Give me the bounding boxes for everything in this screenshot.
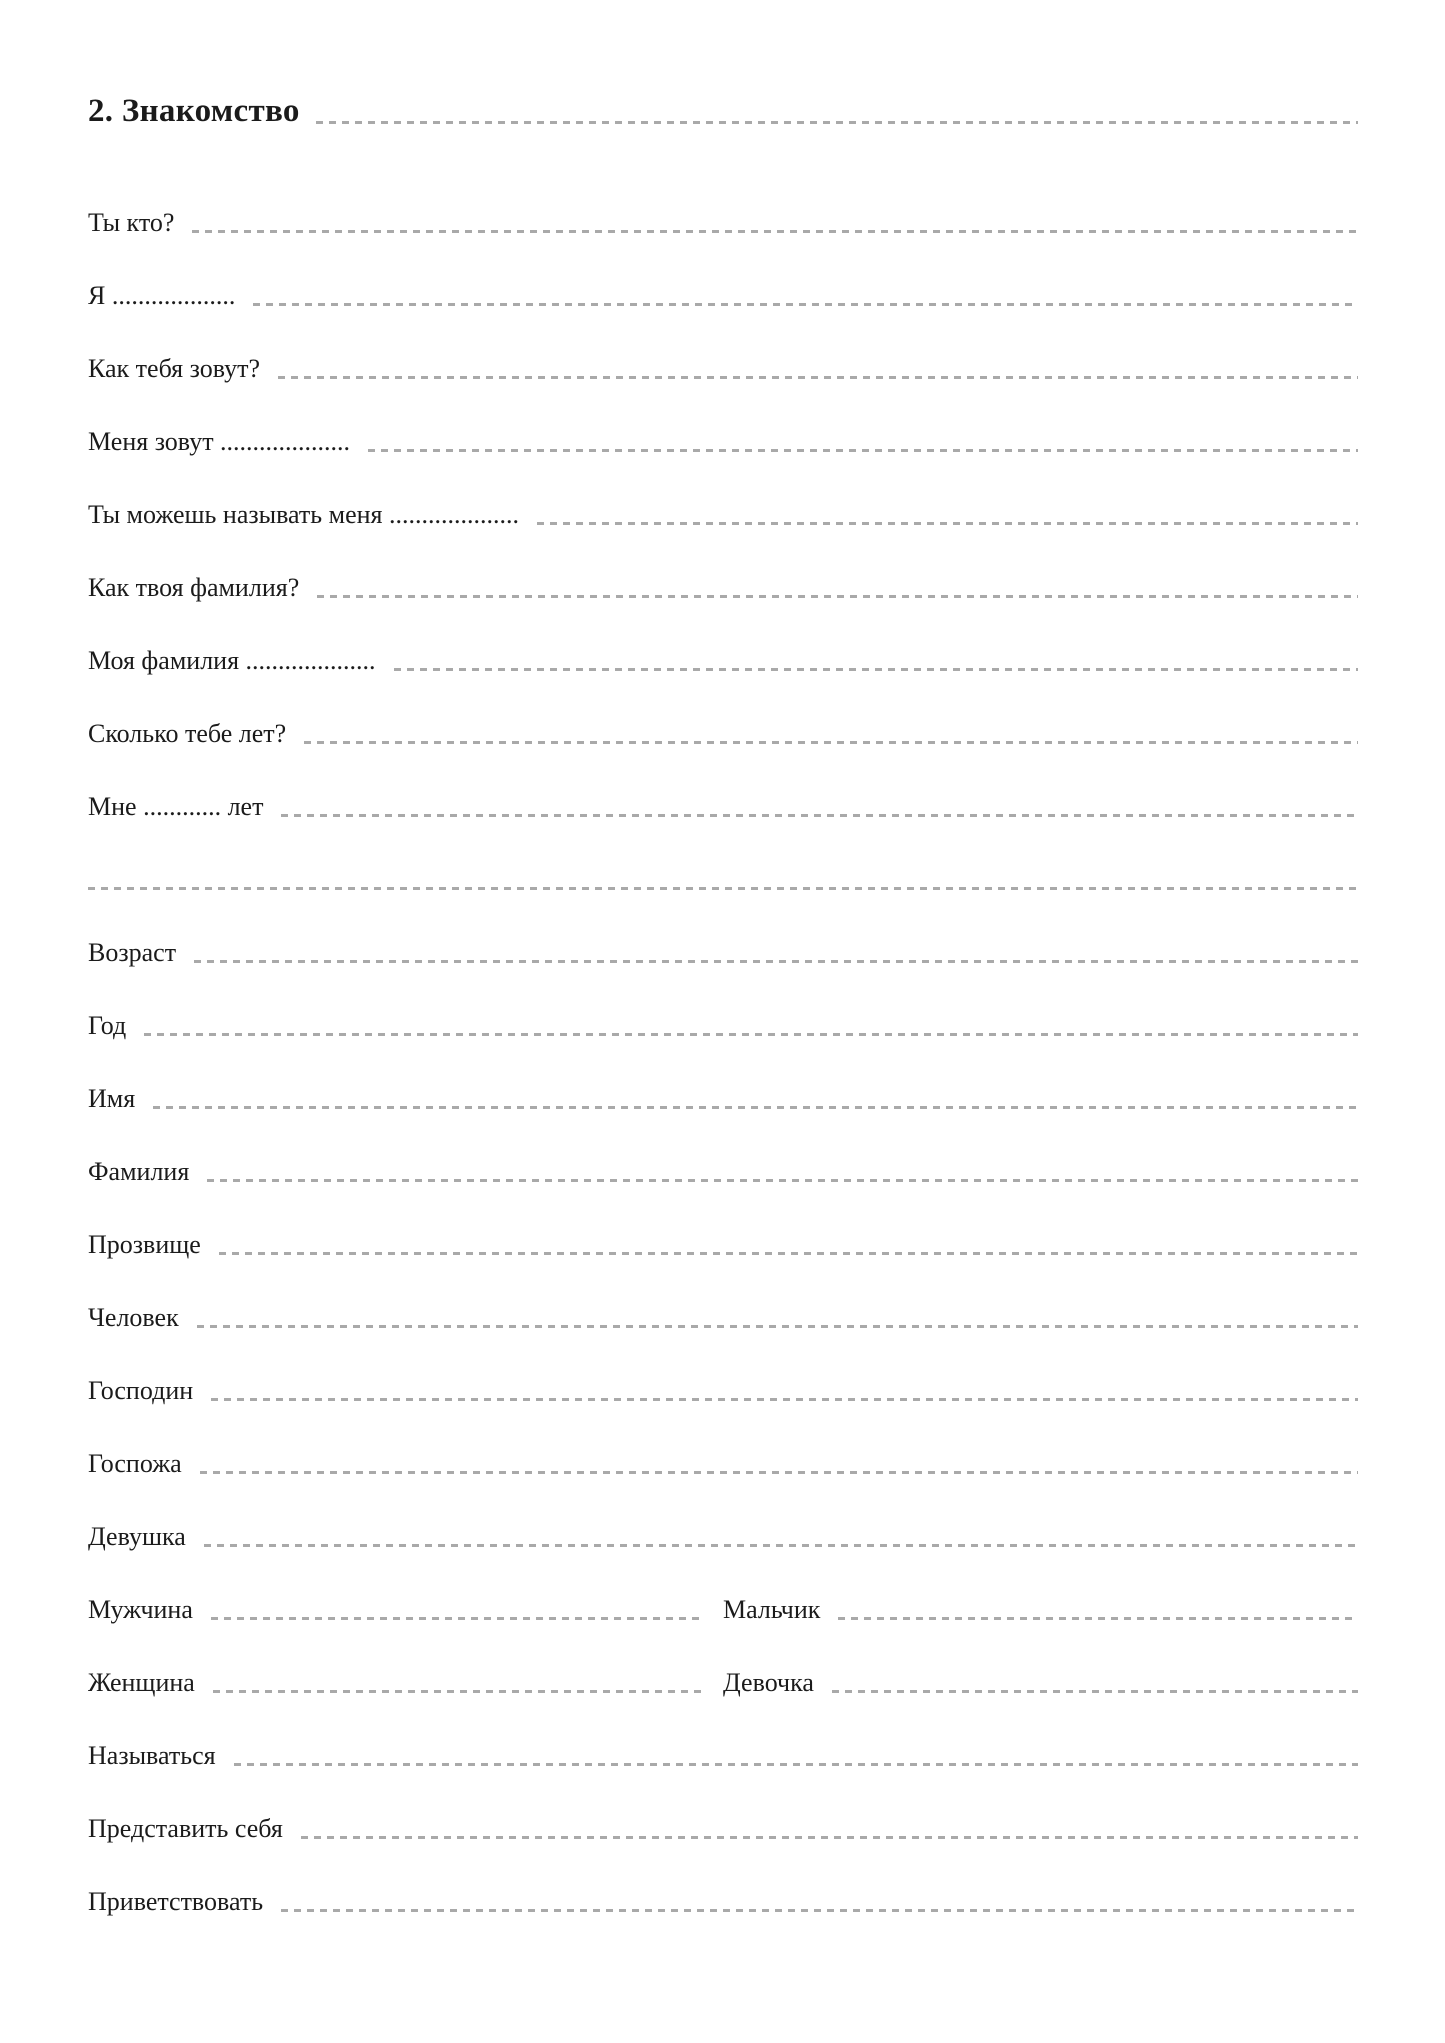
answer-line [537, 522, 1358, 525]
answer-line [204, 1544, 1358, 1547]
answer-line [219, 1252, 1358, 1255]
vocab-row [88, 1480, 1358, 1553]
row-label: Я ................... [88, 280, 236, 310]
answer-line [153, 1106, 1358, 1109]
answer-line [394, 668, 1358, 671]
answer-line [211, 1617, 702, 1620]
section-header [88, 92, 1358, 132]
answer-line [197, 1325, 1358, 1328]
row-label: Мне ............ лет [88, 791, 264, 821]
answer-line [200, 1471, 1358, 1474]
answer-line [194, 960, 1358, 963]
vocab-row [88, 1845, 1358, 1918]
left-column-entry [88, 1594, 702, 1626]
row-label: Ты кто? [88, 207, 175, 237]
left-column-entry [88, 1667, 702, 1699]
row-label: Возраст [88, 937, 177, 967]
vocab-row [88, 604, 1358, 677]
answer-line [838, 1617, 1358, 1620]
answer-line [281, 1909, 1358, 1912]
row-label: Господин [88, 1375, 194, 1405]
answer-line [192, 230, 1358, 233]
vocab-row [88, 239, 1358, 312]
vocab-row [88, 166, 1358, 239]
vocab-row [88, 385, 1358, 458]
vocab-row [88, 969, 1358, 1042]
answer-line [281, 814, 1358, 817]
row-label: Мальчик [723, 1594, 821, 1624]
vocab-row [88, 1334, 1358, 1407]
answer-line [368, 449, 1358, 452]
answer-line [832, 1690, 1358, 1693]
vocab-row [88, 1042, 1358, 1115]
row-label: Прозвище [88, 1229, 201, 1259]
vocab-row [88, 677, 1358, 750]
row-label: Меня зовут .................... [88, 426, 351, 456]
vocab-row [88, 312, 1358, 385]
separator-dotted-line [88, 887, 1358, 890]
row-label: Девочка [723, 1667, 814, 1697]
vocab-row-double [88, 1553, 1358, 1626]
row-label: Называться [88, 1740, 216, 1770]
right-column-entry [723, 1594, 1358, 1626]
vocab-rows [88, 166, 1358, 1918]
answer-line [253, 303, 1358, 306]
vocab-row [88, 531, 1358, 604]
right-column-entry [723, 1667, 1358, 1699]
vocab-row [88, 1772, 1358, 1845]
row-label: Год [88, 1010, 127, 1040]
vocab-row [88, 1407, 1358, 1480]
answer-line [301, 1836, 1358, 1839]
answer-line [304, 741, 1358, 744]
row-label: Имя [88, 1083, 136, 1113]
vocab-row [88, 1261, 1358, 1334]
page-title: 2. Знакомство [88, 93, 300, 129]
separator-row [88, 823, 1358, 896]
vocab-row [88, 1188, 1358, 1261]
row-label: Как твоя фамилия? [88, 572, 300, 602]
row-label: Как тебя зовут? [88, 353, 261, 383]
answer-line [211, 1398, 1358, 1401]
row-label: Госпожа [88, 1448, 182, 1478]
row-label: Представить себя [88, 1813, 283, 1843]
vocab-row [88, 1699, 1358, 1772]
title-dotted-line [316, 121, 1358, 124]
row-label: Человек [88, 1302, 179, 1332]
answer-line [278, 376, 1358, 379]
row-label: Фамилия [88, 1156, 190, 1186]
answer-line [234, 1763, 1358, 1766]
vocab-row [88, 750, 1358, 823]
row-label: Моя фамилия .................... [88, 645, 376, 675]
row-label: Девушка [88, 1521, 186, 1551]
answer-line [144, 1033, 1358, 1036]
vocab-row-double [88, 1626, 1358, 1699]
vocab-row [88, 896, 1358, 969]
answer-line [207, 1179, 1358, 1182]
row-label: Мужчина [88, 1594, 193, 1624]
answer-line [317, 595, 1358, 598]
answer-line [213, 1690, 702, 1693]
vocab-row [88, 458, 1358, 531]
row-label: Приветствовать [88, 1886, 264, 1916]
row-label: Сколько тебе лет? [88, 718, 287, 748]
row-label: Ты можешь называть меня .................... [88, 499, 519, 529]
vocab-row [88, 1115, 1358, 1188]
row-label: Женщина [88, 1667, 195, 1697]
